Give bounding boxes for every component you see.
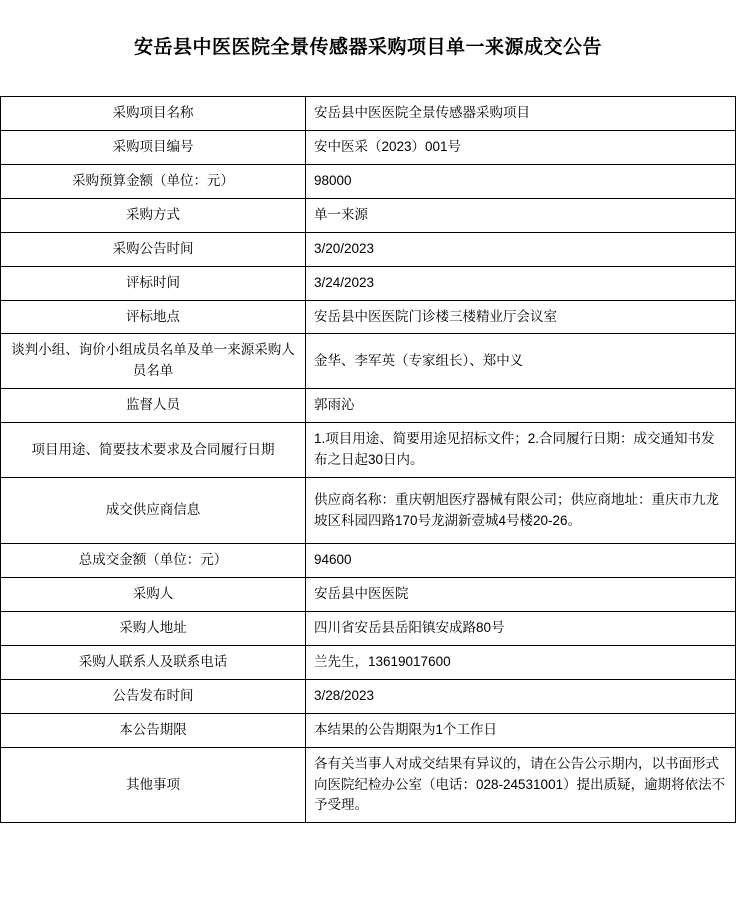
table-row	[1, 130, 736, 164]
row-value: 3/20/2023	[306, 232, 736, 266]
row-value: 郭雨沁	[306, 389, 736, 423]
row-label: 采购人联系人及联系电话	[1, 645, 306, 679]
row-value: 98000	[306, 164, 736, 198]
title-bar	[0, 0, 736, 96]
row-value: 供应商名称：重庆朝旭医疗器械有限公司；供应商地址：重庆市九龙坡区科园四路170号龙湖新壹城4号楼20-26。	[306, 478, 736, 544]
row-value: 安岳县中医医院全景传感器采购项目	[306, 97, 736, 131]
row-value: 兰先生，13619017600	[306, 645, 736, 679]
row-label: 项目用途、简要技术要求及合同履行日期	[1, 423, 306, 478]
page-title: 安岳县中医医院全景传感器采购项目单一来源成交公告	[133, 36, 602, 58]
table-row	[1, 198, 736, 232]
row-value: 安中医采（2023）001号	[306, 130, 736, 164]
table-row	[1, 544, 736, 578]
row-label: 其他事项	[1, 747, 306, 823]
table-body	[1, 97, 736, 823]
table-row	[1, 334, 736, 389]
row-value: 本结果的公告期限为1个工作日	[306, 713, 736, 747]
row-value: 各有关当事人对成交结果有异议的，请在公告公示期内，以书面形式向医院纪检办公室（电话：028-24531001）提出质疑，逾期将依法不予受理。	[306, 747, 736, 823]
table-row	[1, 577, 736, 611]
table-row	[1, 478, 736, 544]
table-row	[1, 747, 736, 823]
row-label: 监督人员	[1, 389, 306, 423]
row-value: 安岳县中医医院门诊楼三楼精业厅会议室	[306, 300, 736, 334]
row-label: 采购项目编号	[1, 130, 306, 164]
table-row	[1, 164, 736, 198]
row-value: 3/24/2023	[306, 266, 736, 300]
row-value: 3/28/2023	[306, 679, 736, 713]
row-label: 采购方式	[1, 198, 306, 232]
table-row	[1, 389, 736, 423]
row-label: 成交供应商信息	[1, 478, 306, 544]
row-label: 采购人地址	[1, 611, 306, 645]
row-value: 1.项目用途、简要用途见招标文件；2.合同履行日期：成交通知书发布之日起30日内。	[306, 423, 736, 478]
row-value: 单一来源	[306, 198, 736, 232]
row-value: 金华、李军英（专家组长）、郑中义	[306, 334, 736, 389]
row-label: 评标地点	[1, 300, 306, 334]
table-row	[1, 97, 736, 131]
row-label: 本公告期限	[1, 713, 306, 747]
table-row	[1, 266, 736, 300]
row-label: 公告发布时间	[1, 679, 306, 713]
row-label: 采购公告时间	[1, 232, 306, 266]
row-label: 总成交金额（单位：元）	[1, 544, 306, 578]
row-value: 94600	[306, 544, 736, 578]
row-label: 评标时间	[1, 266, 306, 300]
row-value: 安岳县中医医院	[306, 577, 736, 611]
row-label: 采购预算金额（单位：元）	[1, 164, 306, 198]
table-row	[1, 611, 736, 645]
table-row	[1, 645, 736, 679]
table-row	[1, 679, 736, 713]
row-label: 采购项目名称	[1, 97, 306, 131]
table-row	[1, 232, 736, 266]
row-label: 谈判小组、询价小组成员名单及单一来源采购人员名单	[1, 334, 306, 389]
row-value: 四川省安岳县岳阳镇安成路80号	[306, 611, 736, 645]
table-row	[1, 423, 736, 478]
table-row	[1, 713, 736, 747]
table-row	[1, 300, 736, 334]
announcement-table	[0, 96, 736, 823]
row-label: 采购人	[1, 577, 306, 611]
